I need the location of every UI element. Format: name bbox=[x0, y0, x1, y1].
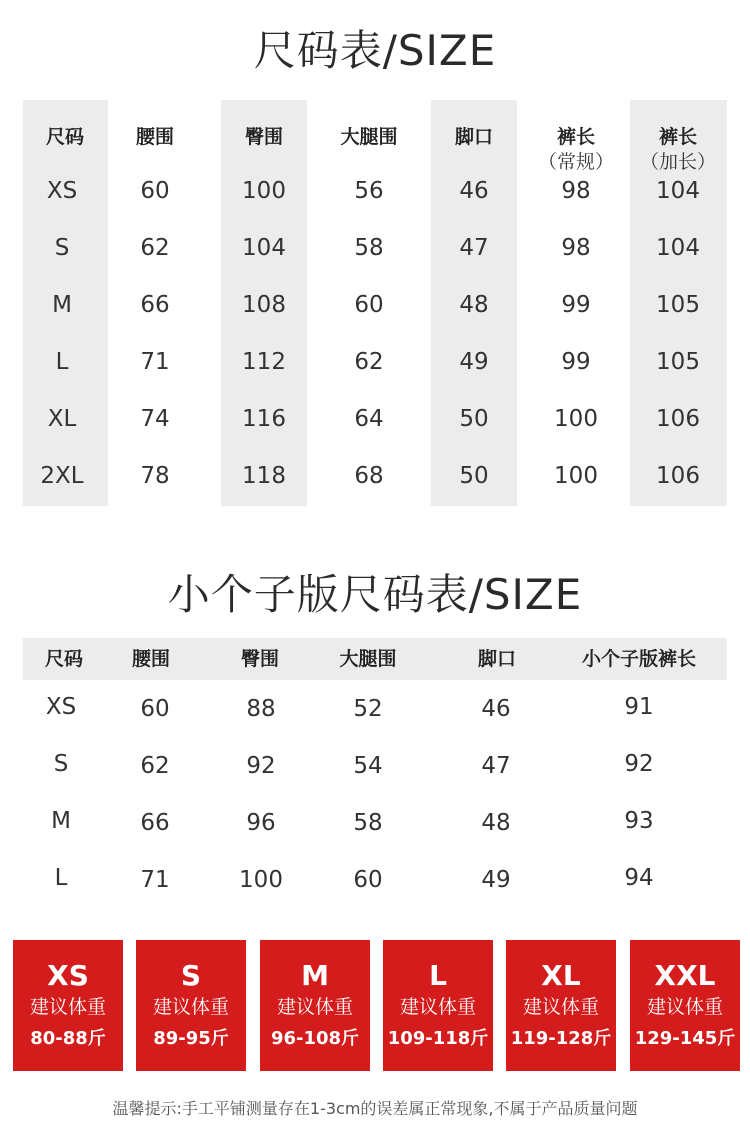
table-cell: 48 bbox=[459, 292, 489, 318]
weight-box-size: M bbox=[301, 959, 329, 992]
header-length-long: 裤长 （加长） bbox=[639, 126, 717, 173]
petite-table-cell: 58 bbox=[353, 810, 383, 836]
header-size: 尺码 bbox=[45, 126, 85, 148]
header-hem: 脚口 bbox=[454, 126, 494, 148]
petite-table-cell: 88 bbox=[246, 696, 276, 722]
weight-box-range: 80-88斤 bbox=[30, 1028, 106, 1049]
table-cell: 78 bbox=[140, 463, 170, 489]
table-cell: 98 bbox=[561, 235, 591, 261]
table-cell: 60 bbox=[140, 178, 170, 204]
weight-box bbox=[260, 940, 370, 1071]
table-cell: 50 bbox=[459, 463, 489, 489]
weight-box-range: 96-108斤 bbox=[270, 1028, 360, 1049]
weight-box-label: 建议体重 bbox=[152, 996, 229, 1018]
petite-table-cell: 71 bbox=[140, 867, 170, 893]
table-cell: 100 bbox=[242, 178, 286, 204]
petite-table-cell: 60 bbox=[140, 696, 170, 722]
petite-table-cell: 91 bbox=[624, 694, 654, 720]
table-cell: 2XL bbox=[40, 463, 84, 489]
weight-box-label: 建议体重 bbox=[399, 996, 476, 1018]
petite-table-cell: M bbox=[51, 808, 71, 834]
petite-table-cell: 92 bbox=[624, 751, 654, 777]
petite-table-cell: 96 bbox=[246, 810, 276, 836]
petite-table-cell: 47 bbox=[481, 753, 511, 779]
table-cell: 100 bbox=[554, 406, 598, 432]
petite-header-size: 尺码 bbox=[44, 648, 84, 670]
table-cell: 60 bbox=[354, 292, 384, 318]
weight-box-range: 119-128斤 bbox=[510, 1028, 612, 1049]
petite-header-length: 小个子版裤长 bbox=[581, 648, 697, 670]
petite-table-cell: 94 bbox=[624, 865, 654, 891]
table-cell: 62 bbox=[140, 235, 170, 261]
weight-box-size: XS bbox=[47, 959, 89, 992]
table-cell: 50 bbox=[459, 406, 489, 432]
table-cell: 106 bbox=[656, 406, 700, 432]
weight-box-label: 建议体重 bbox=[29, 996, 106, 1018]
table-cell: XS bbox=[46, 178, 78, 204]
petite-table-cell: 49 bbox=[481, 867, 511, 893]
weight-box bbox=[506, 940, 616, 1071]
header-waist: 腰围 bbox=[135, 126, 175, 148]
weight-box-range: 89-95斤 bbox=[153, 1028, 229, 1049]
measurement-note: 温馨提示:手工平铺测量存在1-3cm的误差属正常现象,不属于产品质量问题 bbox=[112, 1099, 638, 1118]
weight-box bbox=[13, 940, 123, 1071]
table-cell: 105 bbox=[656, 292, 700, 318]
petite-header-hem: 脚口 bbox=[477, 648, 517, 670]
table-cell: 118 bbox=[242, 463, 286, 489]
petite-table-cell: XS bbox=[45, 694, 77, 720]
table-cell: 99 bbox=[561, 349, 591, 375]
table-cell: 66 bbox=[140, 292, 170, 318]
petite-table-cell: 100 bbox=[239, 867, 283, 893]
petite-header-thigh: 大腿围 bbox=[339, 648, 397, 670]
table-cell: 106 bbox=[656, 463, 700, 489]
table-cell: 116 bbox=[242, 406, 286, 432]
petite-table-cell: S bbox=[53, 751, 69, 777]
petite-table-cell: 66 bbox=[140, 810, 170, 836]
table-cell: 62 bbox=[354, 349, 384, 375]
weight-box bbox=[630, 940, 740, 1071]
table-cell: 74 bbox=[140, 406, 170, 432]
petite-table-cell: 46 bbox=[481, 696, 511, 722]
petite-table-cell: 48 bbox=[481, 810, 511, 836]
table-cell: 112 bbox=[242, 349, 286, 375]
table-cell: 49 bbox=[459, 349, 489, 375]
table-cell: 98 bbox=[561, 178, 591, 204]
table-cell: L bbox=[55, 349, 69, 375]
petite-table-cell: 93 bbox=[624, 808, 654, 834]
table-cell: 64 bbox=[354, 406, 384, 432]
table-cell: 46 bbox=[459, 178, 489, 204]
size-chart-title: 尺码表/SIZE bbox=[253, 26, 497, 75]
table-cell: S bbox=[54, 235, 70, 261]
weight-box bbox=[383, 940, 493, 1071]
petite-table-cell: 60 bbox=[353, 867, 383, 893]
header-length-regular: 裤长 （常规） bbox=[537, 126, 615, 173]
table-cell: 100 bbox=[554, 463, 598, 489]
weight-box bbox=[136, 940, 246, 1071]
table-cell: M bbox=[52, 292, 72, 318]
table-cell: 104 bbox=[242, 235, 286, 261]
petite-header-hip: 臀围 bbox=[240, 648, 280, 670]
header-hip: 臀围 bbox=[244, 126, 284, 148]
petite-table-cell: 54 bbox=[353, 753, 383, 779]
table-cell: 71 bbox=[140, 349, 170, 375]
weight-box-size: S bbox=[180, 959, 202, 992]
table-cell: 47 bbox=[459, 235, 489, 261]
petite-table-cell: 52 bbox=[353, 696, 383, 722]
header-thigh: 大腿围 bbox=[340, 126, 398, 148]
petite-size-chart-title: 小个子版尺码表/SIZE bbox=[167, 570, 583, 619]
table-cell: 108 bbox=[242, 292, 286, 318]
weight-box-label: 建议体重 bbox=[276, 996, 353, 1018]
petite-table-cell: 92 bbox=[246, 753, 276, 779]
weight-box-label: 建议体重 bbox=[522, 996, 599, 1018]
table-cell: 99 bbox=[561, 292, 591, 318]
petite-table-cell: L bbox=[54, 865, 68, 891]
table-cell: 68 bbox=[354, 463, 384, 489]
table-cell: 105 bbox=[656, 349, 700, 375]
weight-box-size: XL bbox=[541, 959, 581, 992]
table-cell: 58 bbox=[354, 235, 384, 261]
table-cell: 104 bbox=[656, 178, 700, 204]
weight-box-size: XXL bbox=[654, 959, 716, 992]
weight-box-label: 建议体重 bbox=[646, 996, 723, 1018]
weight-box-size: L bbox=[429, 959, 447, 992]
weight-box-range: 109-118斤 bbox=[387, 1028, 489, 1049]
table-cell: 56 bbox=[354, 178, 384, 204]
petite-table-cell: 62 bbox=[140, 753, 170, 779]
table-cell: 104 bbox=[656, 235, 700, 261]
weight-box-range: 129-145斤 bbox=[634, 1028, 736, 1049]
petite-header-waist: 腰围 bbox=[131, 648, 171, 670]
table-cell: XL bbox=[47, 406, 77, 432]
